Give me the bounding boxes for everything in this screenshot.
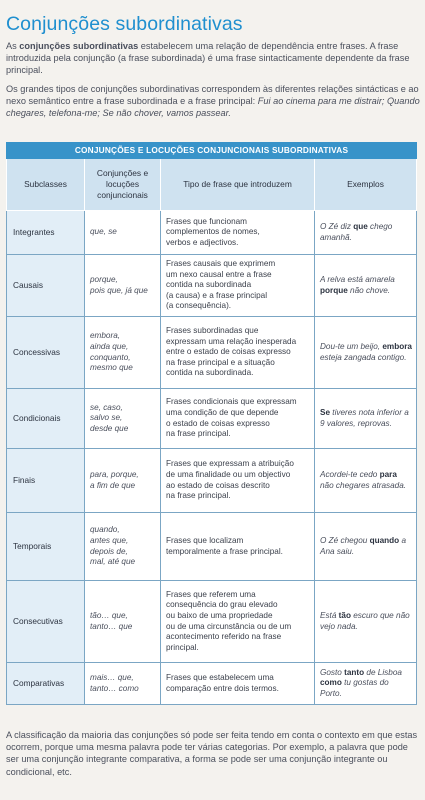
conjunction-line: tão… que, (90, 610, 128, 620)
example-text: O Zé diz (320, 221, 354, 231)
table-row (7, 581, 417, 663)
example-text: tu gostas do Porto. (320, 678, 389, 698)
sentence-type-cell (161, 449, 315, 513)
conjunctions-cell (85, 317, 161, 389)
sentence-type-line: o estado de coisas expresso (166, 418, 270, 428)
conjunction-line: antes que, (90, 535, 129, 545)
sentence-type-line: na frase principal. (166, 429, 231, 439)
conjunction-line: se, caso, (90, 402, 123, 412)
sentence-type-line: complementos de nomes, (166, 227, 260, 237)
example-cell (315, 581, 417, 663)
conjunctions-cell (85, 211, 161, 255)
example-text: chego amanhã. (320, 221, 393, 242)
sentence-type-line: ou baixo de uma propriedade (166, 610, 273, 620)
table-row (7, 513, 417, 581)
intro-bold-term: conjunções subordinativas (19, 41, 139, 51)
sentence-type-line: principal. (166, 642, 199, 652)
example-cell (315, 663, 417, 705)
conjunction-line: tanto… que (90, 621, 133, 631)
sentence-type-cell (161, 211, 315, 255)
example-conjunction: tão (338, 610, 351, 620)
example-text: tiveres nota inferior a 9 valores, reprovas. (320, 407, 409, 428)
sentence-type-line: consequência do grau elevado (166, 600, 278, 610)
example-cell (315, 211, 417, 255)
sentence-type-line: de uma finalidade ou um objectivo (166, 469, 291, 479)
table-row (7, 255, 417, 317)
sentence-type-line: contida na subordinada. (166, 368, 254, 378)
subclass-cell: Concessivas (7, 317, 85, 389)
sentence-type-cell (161, 255, 315, 317)
column-header: Subclasses (7, 159, 85, 211)
conjunctions-cell (85, 389, 161, 449)
subclass-cell: Integrantes (7, 211, 85, 255)
sentence-type-line: na frase principal. (166, 491, 231, 501)
sentence-type-line: expressam uma relação inesperada (166, 336, 297, 346)
sentence-type-line: Frases que funcionam (166, 216, 248, 226)
subclass-cell: Comparativas (7, 663, 85, 705)
conjunctions-cell (85, 449, 161, 513)
sentence-type-cell (161, 513, 315, 581)
sentence-type-line: ou de uma circunstância ou de um (166, 621, 292, 631)
example-text: Gosto (320, 667, 345, 677)
sentence-type-line: um nexo causal entre a frase (166, 269, 272, 279)
conjunction-line: quando, (90, 525, 120, 535)
table-row (7, 449, 417, 513)
example-text: Acordei-te cedo (320, 469, 380, 479)
table-body (7, 211, 417, 705)
conjunction-line: depois de, (90, 546, 128, 556)
intro-paragraph (6, 40, 421, 77)
conjunction-line: mal, até que (90, 557, 136, 567)
example-cell (315, 317, 417, 389)
sentence-type-line: Frases causais que exprimem (166, 259, 276, 269)
conjunction-line: a fim de que (90, 480, 136, 490)
conjunction-line: ainda que, (90, 341, 129, 351)
sentence-type-line: verbos e adjectivos. (166, 237, 239, 247)
subclass-cell: Causais (7, 255, 85, 317)
intro-post: estabelecem uma relação de dependência entre frases. A frase introduzida pela conjunção (a frase subordinada) é uma frase sintacticamente dependente da frase principal. (6, 41, 410, 76)
example-cell (315, 389, 417, 449)
example-text: não chove. (347, 285, 391, 295)
types-examples: Fui ao cinema para me distrair; Quando chegares, telefona-me; Se não chover, vamos passear. (6, 95, 420, 119)
subclass-cell: Condicionais (7, 389, 85, 449)
sentence-type-line: contida na subordinada (166, 280, 252, 290)
types-text: Os grandes tipos de conjunções subordinativas correspondem às diferentes relações sintácticas e ao nexo semântico entre a frase subordinada e a frase principal: (6, 83, 419, 106)
sentence-type-line: Frases que expressam a atribuição (166, 459, 294, 469)
example-text: escuro que não vejo nada. (320, 610, 410, 631)
example-cell (315, 513, 417, 581)
table-caption: CONJUNÇÕES E LOCUÇÕES CONJUNCIONAIS SUBORDINATIVAS (7, 143, 417, 159)
table-header-row (7, 159, 417, 211)
column-header: Tipo de frase que introduzem (161, 159, 315, 211)
conjunction-line: desde que (90, 423, 129, 433)
sentence-type-cell (161, 663, 315, 705)
page-title: Conjunções subordinativas (6, 13, 243, 35)
sentence-type-line: Frases condicionais que expressam (166, 397, 297, 407)
sentence-type-line: comparação entre dois termos. (166, 683, 279, 693)
example-conjunction: porque (320, 285, 348, 295)
example-conjunction: para (379, 469, 397, 479)
example-conjunction: que (353, 221, 368, 231)
sentence-type-cell (161, 317, 315, 389)
example-text: Dou-te um beijo, (320, 341, 383, 351)
sentence-type-line: uma condição de que depende (166, 407, 279, 417)
example-text: de Lisboa (364, 667, 402, 677)
table-row (7, 211, 417, 255)
conjunction-line: que, se (90, 227, 117, 237)
conjunction-line: para, porque, (90, 469, 139, 479)
sentence-type-line: Frases subordinadas que (166, 326, 259, 336)
conjunction-line: pois que, já que (90, 285, 148, 295)
sentence-type-line: acontecimento referido na frase (166, 632, 282, 642)
example-text: A relva está amarela (320, 274, 395, 284)
example-text: não chegares atrasada. (320, 480, 407, 490)
example-conjunction: embora (382, 341, 412, 351)
subclass-cell: Finais (7, 449, 85, 513)
sentence-type-line: temporalmente a frase principal. (166, 546, 283, 556)
table-row (7, 389, 417, 449)
column-header: Conjunções e locuções conjuncionais (85, 159, 161, 211)
example-text: Está (320, 610, 339, 620)
conjunction-line: embora, (90, 331, 121, 341)
sentence-type-line: Frases que localizam (166, 535, 244, 545)
conjunctions-cell (85, 663, 161, 705)
sentence-type-cell (161, 389, 315, 449)
example-conjunction: quando (369, 535, 400, 545)
example-conjunction: Se (320, 407, 331, 417)
sentence-type-line: ao estado de coisas descrito (166, 480, 270, 490)
sentence-type-line: entre o estado de coisas expresso (166, 347, 291, 357)
example-cell (315, 255, 417, 317)
conjunctions-cell (85, 581, 161, 663)
example-cell (315, 449, 417, 513)
conjunction-line: mesmo que (90, 363, 133, 373)
conjunction-line: conquanto, (90, 352, 131, 362)
sentence-type-line: (a consequência). (166, 301, 232, 311)
sentence-type-line: na frase principal e a situação (166, 357, 275, 367)
subclass-cell: Consecutivas (7, 581, 85, 663)
subclass-cell: Temporais (7, 513, 85, 581)
example-text: O Zé chegou (320, 535, 370, 545)
example-text: a Ana saiu. (320, 535, 407, 556)
footer-paragraph: A classificação da maioria das conjunções só pode ser feita tendo em conta o contexto em que estas ocorrem, porque uma mesma palavra pode ter várias categorias. Por exemplo, a palavra que pode ser uma conjunção integrante comparativa, a forma se pode ser uma conjunção integrante ou condicional, etc. (6, 730, 418, 777)
example-conjunction: como (320, 678, 342, 688)
table-row (7, 663, 417, 705)
example-text: esteja zangada contigo. (320, 352, 407, 362)
conjunctions-cell (85, 255, 161, 317)
conjunctions-cell (85, 513, 161, 581)
table-row (7, 317, 417, 389)
sentence-type-line: Frases que referem uma (166, 589, 256, 599)
sentence-type-line: (a causa) e a frase principal (166, 290, 268, 300)
conjunctions-table (6, 142, 417, 705)
conjunction-line: porque, (90, 274, 118, 284)
types-paragraph (6, 83, 421, 120)
conjunction-line: salvo se, (90, 413, 123, 423)
sentence-type-line: Frases que estabelecem uma (166, 672, 274, 682)
conjunction-line: tanto… como (90, 683, 139, 693)
sentence-type-cell (161, 581, 315, 663)
intro-pre: As (6, 41, 20, 51)
column-header: Exemplos (315, 159, 417, 211)
conjunction-line: mais… que, (90, 672, 134, 682)
example-conjunction: tanto (344, 667, 365, 677)
